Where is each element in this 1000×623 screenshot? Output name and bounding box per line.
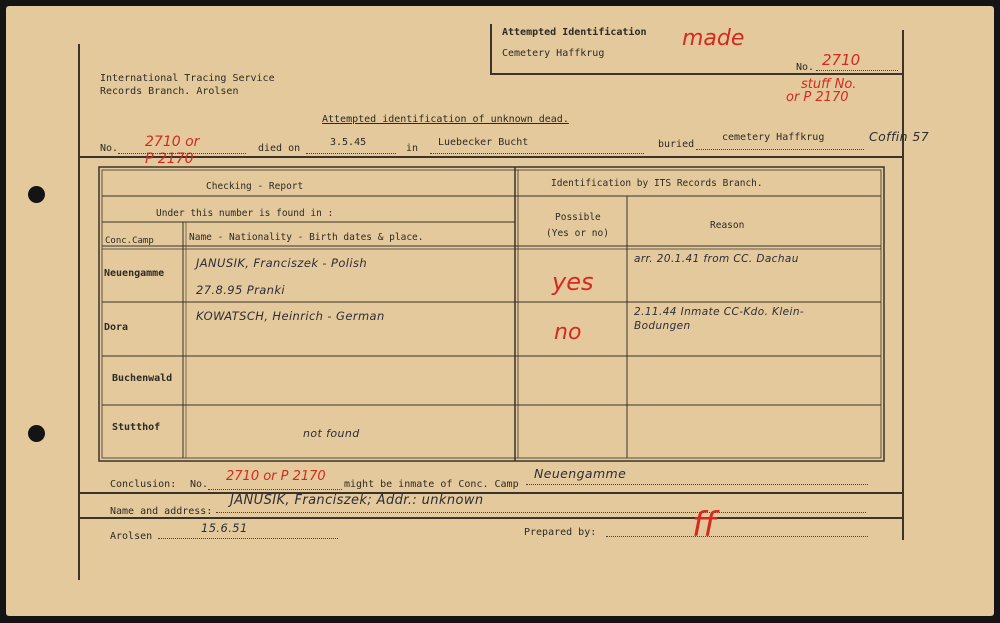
header-top-title: Attempted Identification	[502, 27, 647, 38]
possible-no: no	[554, 320, 582, 345]
not-found-note: not found	[303, 427, 360, 440]
camp-name: Stutthof	[112, 422, 161, 433]
header-cemetery: Cemetery Haffkrug	[502, 48, 605, 59]
person-name: KOWATSCH, Heinrich - German	[196, 309, 385, 323]
in-label: in	[406, 143, 419, 154]
name-address-dots	[216, 512, 866, 513]
conclusion-label: Conclusion:	[110, 479, 177, 490]
person-name: JANUSIK, Franciszek - Polish	[196, 256, 368, 270]
index-card	[6, 6, 994, 616]
checking-report-header: Checking - Report	[206, 181, 304, 192]
column-header-name: Name - Nationality - Birth dates & place.	[189, 232, 424, 243]
prepared-by-label: Prepared by:	[524, 527, 597, 538]
reason-text: Bodungen	[634, 320, 691, 332]
camp-name: Buchenwald	[112, 373, 173, 384]
possible-yes: yes	[552, 268, 594, 296]
died-value: 3.5.45	[330, 137, 367, 148]
person-birth: 27.8.95 Pranki	[196, 283, 286, 297]
made-stamp: made	[682, 26, 745, 51]
record-no-value: 2710 or	[145, 134, 200, 150]
prepared-by-dots	[606, 536, 868, 537]
signature: ff	[692, 505, 717, 545]
conclusion-camp: Neuengamme	[534, 466, 627, 481]
handwritten-note: or P 2170	[786, 90, 849, 105]
table-subheader: Under this number is found in :	[156, 208, 334, 219]
reason-text: arr. 20.1.41 from CC. Dachau	[634, 253, 799, 265]
buried-label: buried	[658, 139, 695, 150]
header-no-label: No.	[796, 62, 815, 73]
record-no-value: P 2170	[145, 151, 194, 167]
conclusion-text: might be inmate of Conc. Camp	[344, 479, 519, 490]
date-dots	[158, 538, 338, 539]
place-value: Luebecker Bucht	[438, 137, 529, 148]
handwritten-note: stuff No.	[801, 77, 857, 92]
page-title: Attempted identification of unknown dead.	[322, 114, 569, 125]
camp-name: Neuengamme	[104, 268, 165, 279]
name-address-rule	[78, 517, 902, 519]
report-table-grid	[6, 6, 994, 616]
camp-name: Dora	[104, 322, 129, 333]
coffin-note: Coffin 57	[869, 129, 930, 144]
column-header-reason: Reason	[710, 220, 745, 231]
buried-value: cemetery Haffkrug	[722, 132, 825, 143]
died-label: died on	[258, 143, 301, 154]
name-address-label: Name and address:	[110, 506, 213, 517]
org-line: Records Branch. Arolsen	[100, 86, 239, 97]
place-label: Arolsen	[110, 531, 153, 542]
conclusion-no-dots	[208, 489, 342, 490]
conclusion-no-value: 2710 or P 2170	[226, 469, 326, 484]
column-header-possible: Possible	[555, 212, 601, 223]
date-value: 15.6.51	[201, 521, 248, 535]
conclusion-rule	[78, 492, 902, 494]
conclusion-no-label: No.	[190, 479, 209, 490]
column-header-camp: Conc.Camp	[105, 236, 154, 246]
header-no-value: 2710	[822, 51, 861, 69]
identification-header: Identification by ITS Records Branch.	[551, 178, 763, 189]
org-line: International Tracing Service	[100, 73, 275, 84]
reason-text: 2.11.44 Inmate CC-Kdo. Klein-	[634, 306, 805, 318]
conclusion-camp-dots	[526, 484, 868, 485]
column-header-possible-sub: (Yes or no)	[546, 228, 609, 239]
record-no-label: No.	[100, 143, 119, 154]
name-address-value: JANUSIK, Franciszek; Addr.: unknown	[230, 493, 484, 508]
